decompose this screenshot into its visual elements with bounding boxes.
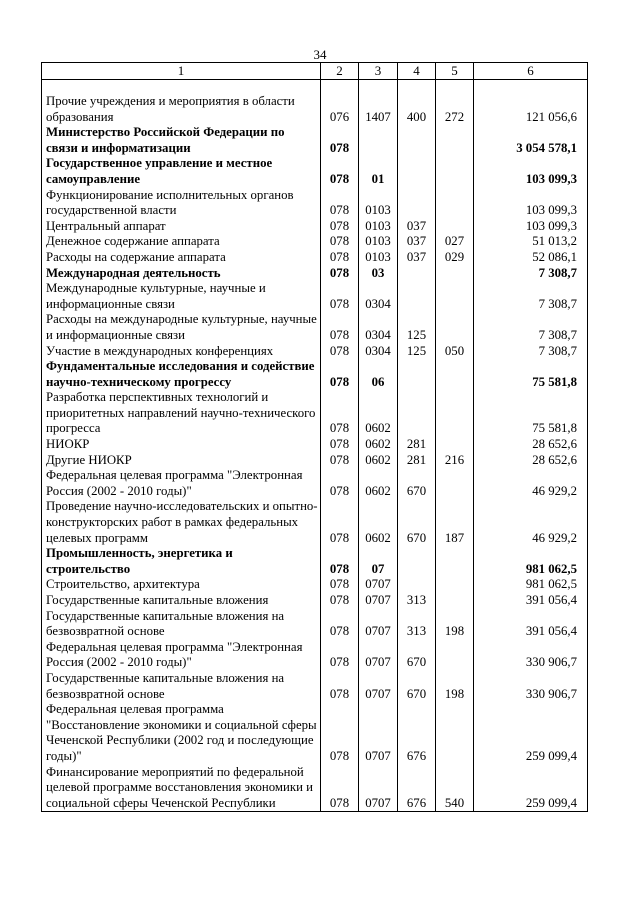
expense-type-cell: 029	[436, 250, 474, 266]
target-article-cell	[398, 266, 436, 282]
amount-cell: 75 581,8	[474, 359, 588, 390]
row-name-cell: Федеральная целевая программа "Электронная Россия (2002 - 2010 годы)"	[42, 640, 321, 671]
row-name-cell: Центральный аппарат	[42, 219, 321, 235]
ministry-code-cell: 078	[321, 671, 359, 702]
row-name-cell: Функционирование исполнительных органов государственной власти	[42, 188, 321, 219]
section-code-cell: 0602	[359, 437, 398, 453]
amount-cell: 46 929,2	[474, 499, 588, 546]
ministry-code-cell: 078	[321, 156, 359, 187]
amount-cell: 330 906,7	[474, 640, 588, 671]
column-header: 5	[436, 63, 474, 80]
column-header: 1	[42, 63, 321, 80]
section-code-cell: 0602	[359, 453, 398, 469]
table-row	[42, 765, 588, 812]
section-code-cell: 0602	[359, 390, 398, 437]
spacer-row	[42, 80, 588, 95]
row-name-cell: Расходы на международные культурные, научные и информационные связи	[42, 312, 321, 343]
section-code-cell: 0103	[359, 234, 398, 250]
budget-table	[41, 62, 588, 812]
target-article-cell: 670	[398, 671, 436, 702]
expense-type-cell	[436, 546, 474, 577]
ministry-code-cell: 078	[321, 390, 359, 437]
amount-cell: 28 652,6	[474, 453, 588, 469]
section-code-cell: 0103	[359, 219, 398, 235]
target-article-cell	[398, 125, 436, 156]
section-code-cell: 0707	[359, 702, 398, 764]
expense-type-cell	[436, 219, 474, 235]
target-article-cell: 670	[398, 468, 436, 499]
ministry-code-cell: 078	[321, 359, 359, 390]
row-name-cell: Строительство, архитектура	[42, 577, 321, 593]
target-article-cell: 281	[398, 437, 436, 453]
ministry-code-cell: 078	[321, 577, 359, 593]
table-row	[42, 156, 588, 187]
section-code-cell: 0707	[359, 577, 398, 593]
expense-type-cell	[436, 577, 474, 593]
row-name-cell: Фундаментальные исследования и содействие научно-техническому прогрессу	[42, 359, 321, 390]
section-code-cell: 0602	[359, 468, 398, 499]
amount-cell: 75 581,8	[474, 390, 588, 437]
table-row	[42, 125, 588, 156]
target-article-cell: 037	[398, 234, 436, 250]
table-row	[42, 437, 588, 453]
expense-type-cell: 050	[436, 344, 474, 360]
table-row	[42, 593, 588, 609]
table-row	[42, 499, 588, 546]
target-article-cell: 037	[398, 219, 436, 235]
row-name-cell: Промышленность, энергетика и строительство	[42, 546, 321, 577]
section-code-cell: 03	[359, 266, 398, 282]
ministry-code-cell: 078	[321, 219, 359, 235]
amount-cell: 7 308,7	[474, 344, 588, 360]
section-code-cell: 0304	[359, 281, 398, 312]
row-name-cell: Участие в международных конференциях	[42, 344, 321, 360]
row-name-cell: Разработка перспективных технологий и приоритетных направлений научно-технического прогресса	[42, 390, 321, 437]
target-article-cell: 676	[398, 765, 436, 812]
section-code-cell: 0103	[359, 188, 398, 219]
section-code-cell: 0707	[359, 593, 398, 609]
table-row	[42, 390, 588, 437]
row-name-cell: Государственные капитальные вложения на безвозвратной основе	[42, 671, 321, 702]
section-code-cell: 0707	[359, 671, 398, 702]
column-header: 4	[398, 63, 436, 80]
row-name-cell: Прочие учреждения и мероприятия в области образования	[42, 94, 321, 125]
row-name-cell: Международная деятельность	[42, 266, 321, 282]
table-row	[42, 312, 588, 343]
expense-type-cell	[436, 390, 474, 437]
amount-cell: 259 099,4	[474, 765, 588, 812]
amount-cell: 391 056,4	[474, 593, 588, 609]
page-number: 34	[313, 47, 327, 62]
section-code-cell: 07	[359, 546, 398, 577]
table-row	[42, 577, 588, 593]
ministry-code-cell: 078	[321, 266, 359, 282]
table-row	[42, 640, 588, 671]
target-article-cell	[398, 390, 436, 437]
expense-type-cell	[436, 188, 474, 219]
target-article-cell: 400	[398, 94, 436, 125]
table-row	[42, 359, 588, 390]
target-article-cell	[398, 577, 436, 593]
amount-cell: 103 099,3	[474, 156, 588, 187]
ministry-code-cell: 078	[321, 437, 359, 453]
row-name-cell: Международные культурные, научные и информационные связи	[42, 281, 321, 312]
row-name-cell: Федеральная целевая программа "Восстановление экономики и социальной сферы Чеченской Республики (2002 год и последующие годы)"	[42, 702, 321, 764]
ministry-code-cell: 078	[321, 609, 359, 640]
expense-type-cell	[436, 156, 474, 187]
amount-cell: 981 062,5	[474, 546, 588, 577]
target-article-cell: 313	[398, 593, 436, 609]
ministry-code-cell: 078	[321, 593, 359, 609]
table-row	[42, 266, 588, 282]
amount-cell: 3 054 578,1	[474, 125, 588, 156]
table-row	[42, 250, 588, 266]
expense-type-cell	[436, 312, 474, 343]
row-name-cell: Министерство Российской Федерации по связи и информатизации	[42, 125, 321, 156]
row-name-cell: Государственные капитальные вложения	[42, 593, 321, 609]
section-code-cell: 0707	[359, 765, 398, 812]
target-article-cell: 281	[398, 453, 436, 469]
amount-cell: 28 652,6	[474, 437, 588, 453]
row-name-cell: Другие НИОКР	[42, 453, 321, 469]
ministry-code-cell: 078	[321, 499, 359, 546]
section-code-cell	[359, 125, 398, 156]
row-name-cell: Проведение научно-исследовательских и опытно-конструкторских работ в рамках федеральных целевых программ	[42, 499, 321, 546]
table-row	[42, 609, 588, 640]
expense-type-cell: 198	[436, 671, 474, 702]
amount-cell: 51 013,2	[474, 234, 588, 250]
ministry-code-cell: 078	[321, 312, 359, 343]
row-name-cell: Государственное управление и местное самоуправление	[42, 156, 321, 187]
ministry-code-cell: 078	[321, 765, 359, 812]
column-header-row	[42, 63, 588, 80]
expense-type-cell: 198	[436, 609, 474, 640]
expense-type-cell: 540	[436, 765, 474, 812]
row-name-cell: Расходы на содержание аппарата	[42, 250, 321, 266]
table-row	[42, 219, 588, 235]
target-article-cell	[398, 359, 436, 390]
amount-cell: 981 062,5	[474, 577, 588, 593]
expense-type-cell	[436, 437, 474, 453]
target-article-cell	[398, 281, 436, 312]
table-row	[42, 188, 588, 219]
table-row	[42, 702, 588, 764]
expense-type-cell	[436, 125, 474, 156]
section-code-cell: 0707	[359, 609, 398, 640]
table-row	[42, 234, 588, 250]
row-name-cell: НИОКР	[42, 437, 321, 453]
ministry-code-cell: 078	[321, 234, 359, 250]
ministry-code-cell: 078	[321, 468, 359, 499]
expense-type-cell	[436, 702, 474, 764]
amount-cell: 103 099,3	[474, 188, 588, 219]
amount-cell: 391 056,4	[474, 609, 588, 640]
expense-type-cell: 272	[436, 94, 474, 125]
section-code-cell: 0103	[359, 250, 398, 266]
target-article-cell: 313	[398, 609, 436, 640]
table-row	[42, 453, 588, 469]
amount-cell: 330 906,7	[474, 671, 588, 702]
expense-type-cell	[436, 359, 474, 390]
target-article-cell: 676	[398, 702, 436, 764]
table-row	[42, 671, 588, 702]
amount-cell: 7 308,7	[474, 281, 588, 312]
section-code-cell: 0304	[359, 312, 398, 343]
column-header: 2	[321, 63, 359, 80]
row-name-cell: Денежное содержание аппарата	[42, 234, 321, 250]
section-code-cell: 1407	[359, 94, 398, 125]
ministry-code-cell: 078	[321, 640, 359, 671]
table-row	[42, 94, 588, 125]
row-name-cell: Государственные капитальные вложения на безвозвратной основе	[42, 609, 321, 640]
section-code-cell: 0304	[359, 344, 398, 360]
section-code-cell: 01	[359, 156, 398, 187]
target-article-cell: 670	[398, 499, 436, 546]
ministry-code-cell: 078	[321, 281, 359, 312]
ministry-code-cell: 078	[321, 125, 359, 156]
section-code-cell: 06	[359, 359, 398, 390]
ministry-code-cell: 078	[321, 250, 359, 266]
amount-cell: 52 086,1	[474, 250, 588, 266]
target-article-cell: 125	[398, 312, 436, 343]
target-article-cell	[398, 156, 436, 187]
target-article-cell	[398, 188, 436, 219]
expense-type-cell: 216	[436, 453, 474, 469]
amount-cell: 7 308,7	[474, 312, 588, 343]
section-code-cell: 0707	[359, 640, 398, 671]
table-row	[42, 546, 588, 577]
column-header: 3	[359, 63, 398, 80]
expense-type-cell	[436, 640, 474, 671]
target-article-cell: 125	[398, 344, 436, 360]
amount-cell: 46 929,2	[474, 468, 588, 499]
section-code-cell: 0602	[359, 499, 398, 546]
table-row	[42, 281, 588, 312]
expense-type-cell	[436, 468, 474, 499]
expense-type-cell: 027	[436, 234, 474, 250]
target-article-cell: 670	[398, 640, 436, 671]
ministry-code-cell: 078	[321, 702, 359, 764]
amount-cell: 7 308,7	[474, 266, 588, 282]
ministry-code-cell: 078	[321, 546, 359, 577]
ministry-code-cell: 078	[321, 453, 359, 469]
column-header: 6	[474, 63, 588, 80]
ministry-code-cell: 078	[321, 344, 359, 360]
ministry-code-cell: 076	[321, 94, 359, 125]
amount-cell: 103 099,3	[474, 219, 588, 235]
ministry-code-cell: 078	[321, 188, 359, 219]
table-row	[42, 468, 588, 499]
target-article-cell	[398, 546, 436, 577]
row-name-cell: Финансирование мероприятий по федеральной целевой программе восстановления экономики и социальной сферы Чеченской Республики	[42, 765, 321, 812]
row-name-cell: Федеральная целевая программа "Электронная Россия (2002 - 2010 годы)"	[42, 468, 321, 499]
amount-cell: 259 099,4	[474, 702, 588, 764]
table-row	[42, 344, 588, 360]
expense-type-cell	[436, 281, 474, 312]
expense-type-cell	[436, 266, 474, 282]
expense-type-cell	[436, 593, 474, 609]
amount-cell: 121 056,6	[474, 94, 588, 125]
target-article-cell: 037	[398, 250, 436, 266]
expense-type-cell: 187	[436, 499, 474, 546]
